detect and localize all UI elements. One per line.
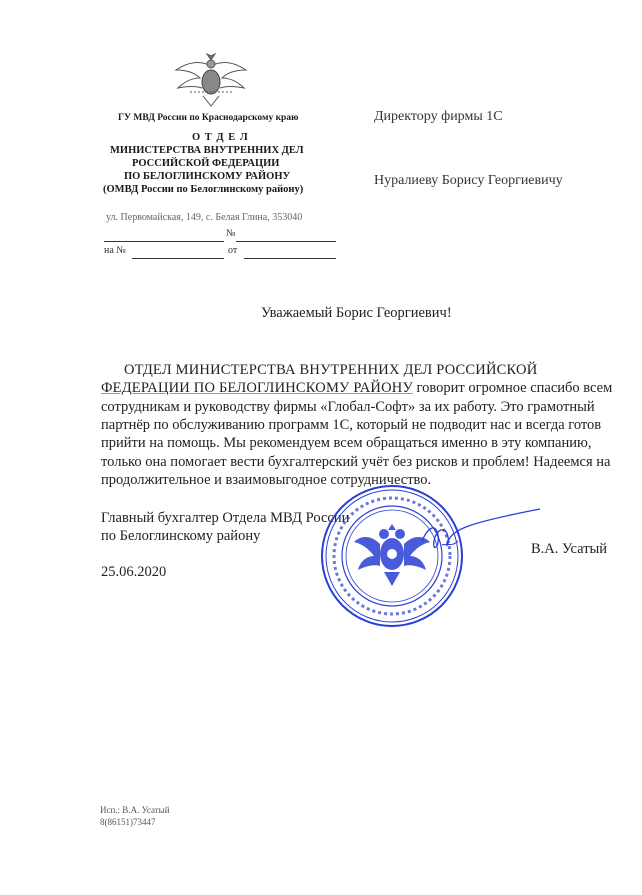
body-line-4: партнёр по обслуживанию программ 1С, который не подводит нас и всегда готов — [101, 417, 602, 433]
reg-line-1 — [104, 241, 224, 242]
body-line-6: только она помогает вести бухгалтерский учёт без рисков и проблем! Надеемся на — [101, 454, 611, 470]
salutation: Уважаемый Борис Георгиевич! — [261, 305, 452, 321]
signer-name: В.А. Усатый — [531, 541, 608, 557]
ot-label: от — [228, 245, 238, 256]
body-line-5: прийти на помощь. Мы рекомендуем всем обращаться именно в эту компанию, — [101, 435, 592, 451]
recipient-line-1: Директору фирмы 1С — [374, 109, 503, 124]
reg-line-2 — [236, 241, 336, 242]
body-line-1: ОТДЕЛ МИНИСТЕРСТВА ВНУТРЕННИХ ДЕЛ РОССИЙСКОЙ — [124, 362, 538, 378]
executor-phone: 8(86151)73447 — [100, 817, 156, 827]
mvd-emblem-icon — [170, 52, 252, 110]
address: ул. Первомайская, 149, с. Белая Глина, 353040 — [106, 212, 303, 223]
reg-line-4 — [244, 258, 336, 259]
executor: Исп.: В.А. Усатый — [100, 805, 170, 815]
org-line-3: РОССИЙСКОЙ ФЕДЕРАЦИИ — [132, 158, 280, 169]
na-label: на № — [104, 245, 126, 256]
body-line-3: сотрудникам и руководству фирмы «Глобал-Софт» за их работу. Это грамотный — [101, 399, 595, 415]
no-label: № — [226, 228, 236, 239]
gu-header: ГУ МВД России по Краснодарскому краю — [118, 113, 299, 123]
reg-line-3 — [132, 258, 224, 259]
signer-position-2: по Белоглинскому району — [101, 528, 261, 544]
signer-position-1: Главный бухгалтер Отдела МВД России — [101, 510, 350, 526]
body-line-7: продолжительное и взаимовыгодное сотрудничество. — [101, 472, 432, 488]
org-line-4: ПО БЕЛОГЛИНСКОМУ РАЙОНУ — [124, 171, 291, 182]
body-line-2-rest: говорит огромное спасибо всем — [412, 380, 613, 396]
handwritten-signature-icon — [418, 505, 543, 565]
body-line-2-caps: ФЕДЕРАЦИИ ПО БЕЛОГЛИНСКОМУ РАЙОНУ — [101, 380, 413, 396]
org-line-1: О Т Д Е Л — [192, 132, 249, 143]
recipient-line-2: Нуралиеву Борису Георгиевичу — [374, 173, 563, 188]
org-line-5: (ОМВД России по Белоглинскому району) — [103, 184, 304, 195]
letter-date: 25.06.2020 — [101, 564, 167, 580]
org-line-2: МИНИСТЕРСТВА ВНУТРЕННИХ ДЕЛ — [110, 145, 304, 156]
